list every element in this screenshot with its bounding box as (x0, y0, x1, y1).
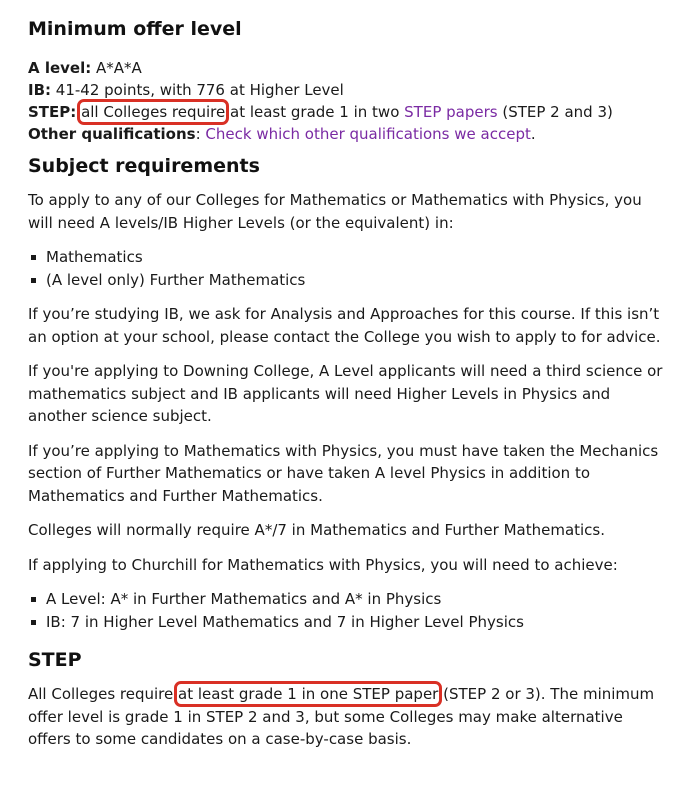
other-qualifications: Other qualifications: Check which other qualifications we accept. (28, 125, 536, 143)
astar-paragraph: Colleges will normally require A*/7 in Mathematics and Further Mathematics. (28, 521, 606, 539)
step-paragraph: All Colleges require at least grade 1 in one STEP paper (STEP 2 or 3). The minimum offer level is grade 1 in STEP 2 and 3, but some Colleges may make alternative offers to some candidates on a case-by-case basis. (28, 685, 655, 748)
ib-requirement (28, 79, 669, 101)
other-qualifications-link[interactable]: Check which other qualifications we accept (205, 125, 531, 143)
step-papers-link[interactable]: STEP papers (404, 103, 498, 121)
alevel-value: A*A*A (96, 59, 142, 77)
downing-paragraph: If you're applying to Downing College, A Level applicants will need a third science or mathematics subject and IB applicants will need Higher Levels in Physics and another science subject. (28, 362, 663, 425)
subject-intro: To apply to any of our Colleges for Mathematics or Mathematics with Physics, you will need A levels/IB Higher Levels (or the equivalent) in: (28, 191, 642, 232)
minimum-offer-heading: Minimum offer level (28, 18, 242, 40)
step-middle-text: at least grade 1 in two (225, 103, 405, 121)
other-qualifications-label: Other qualifications (28, 125, 196, 143)
list-item: IB: 7 in Higher Level Mathematics and 7 in Higher Level Physics (28, 611, 669, 634)
ib-paragraph: If you’re studying IB, we ask for Analysis and Approaches for this course. If this isn’t an option at your school, please contact the College you wish to apply to for advice. (28, 305, 661, 346)
churchill-list (28, 588, 669, 633)
subject-requirements-heading: Subject requirements (28, 155, 260, 177)
step-heading: STEP (28, 649, 82, 671)
step-paper-highlight-box: at least grade 1 in one STEP paper (178, 685, 439, 703)
step-label: STEP: (28, 103, 77, 121)
step-requirement (28, 101, 669, 123)
step-suffix-text: (STEP 2 and 3) (497, 103, 613, 121)
ib-label: IB: (28, 81, 52, 99)
step-highlight-box: all Colleges require (81, 103, 226, 121)
list-item: (A level only) Further Mathematics (28, 269, 669, 292)
churchill-paragraph: If applying to Churchill for Mathematics with Physics, you will need to achieve: (28, 555, 618, 574)
alevel-label: A level: (28, 59, 92, 77)
subject-list (28, 246, 669, 291)
alevel-requirement (28, 57, 669, 79)
list-item: Mathematics (28, 246, 669, 269)
list-item: A Level: A* in Further Mathematics and A* in Physics (28, 588, 669, 611)
ib-value: 41-42 points, with 776 at Higher Level (55, 81, 344, 99)
physics-paragraph: If you’re applying to Mathematics with Physics, you must have taken the Mechanics section of Further Mathematics or have taken A level Physics in addition to Mathematics and Further Mathematics. (28, 441, 659, 505)
